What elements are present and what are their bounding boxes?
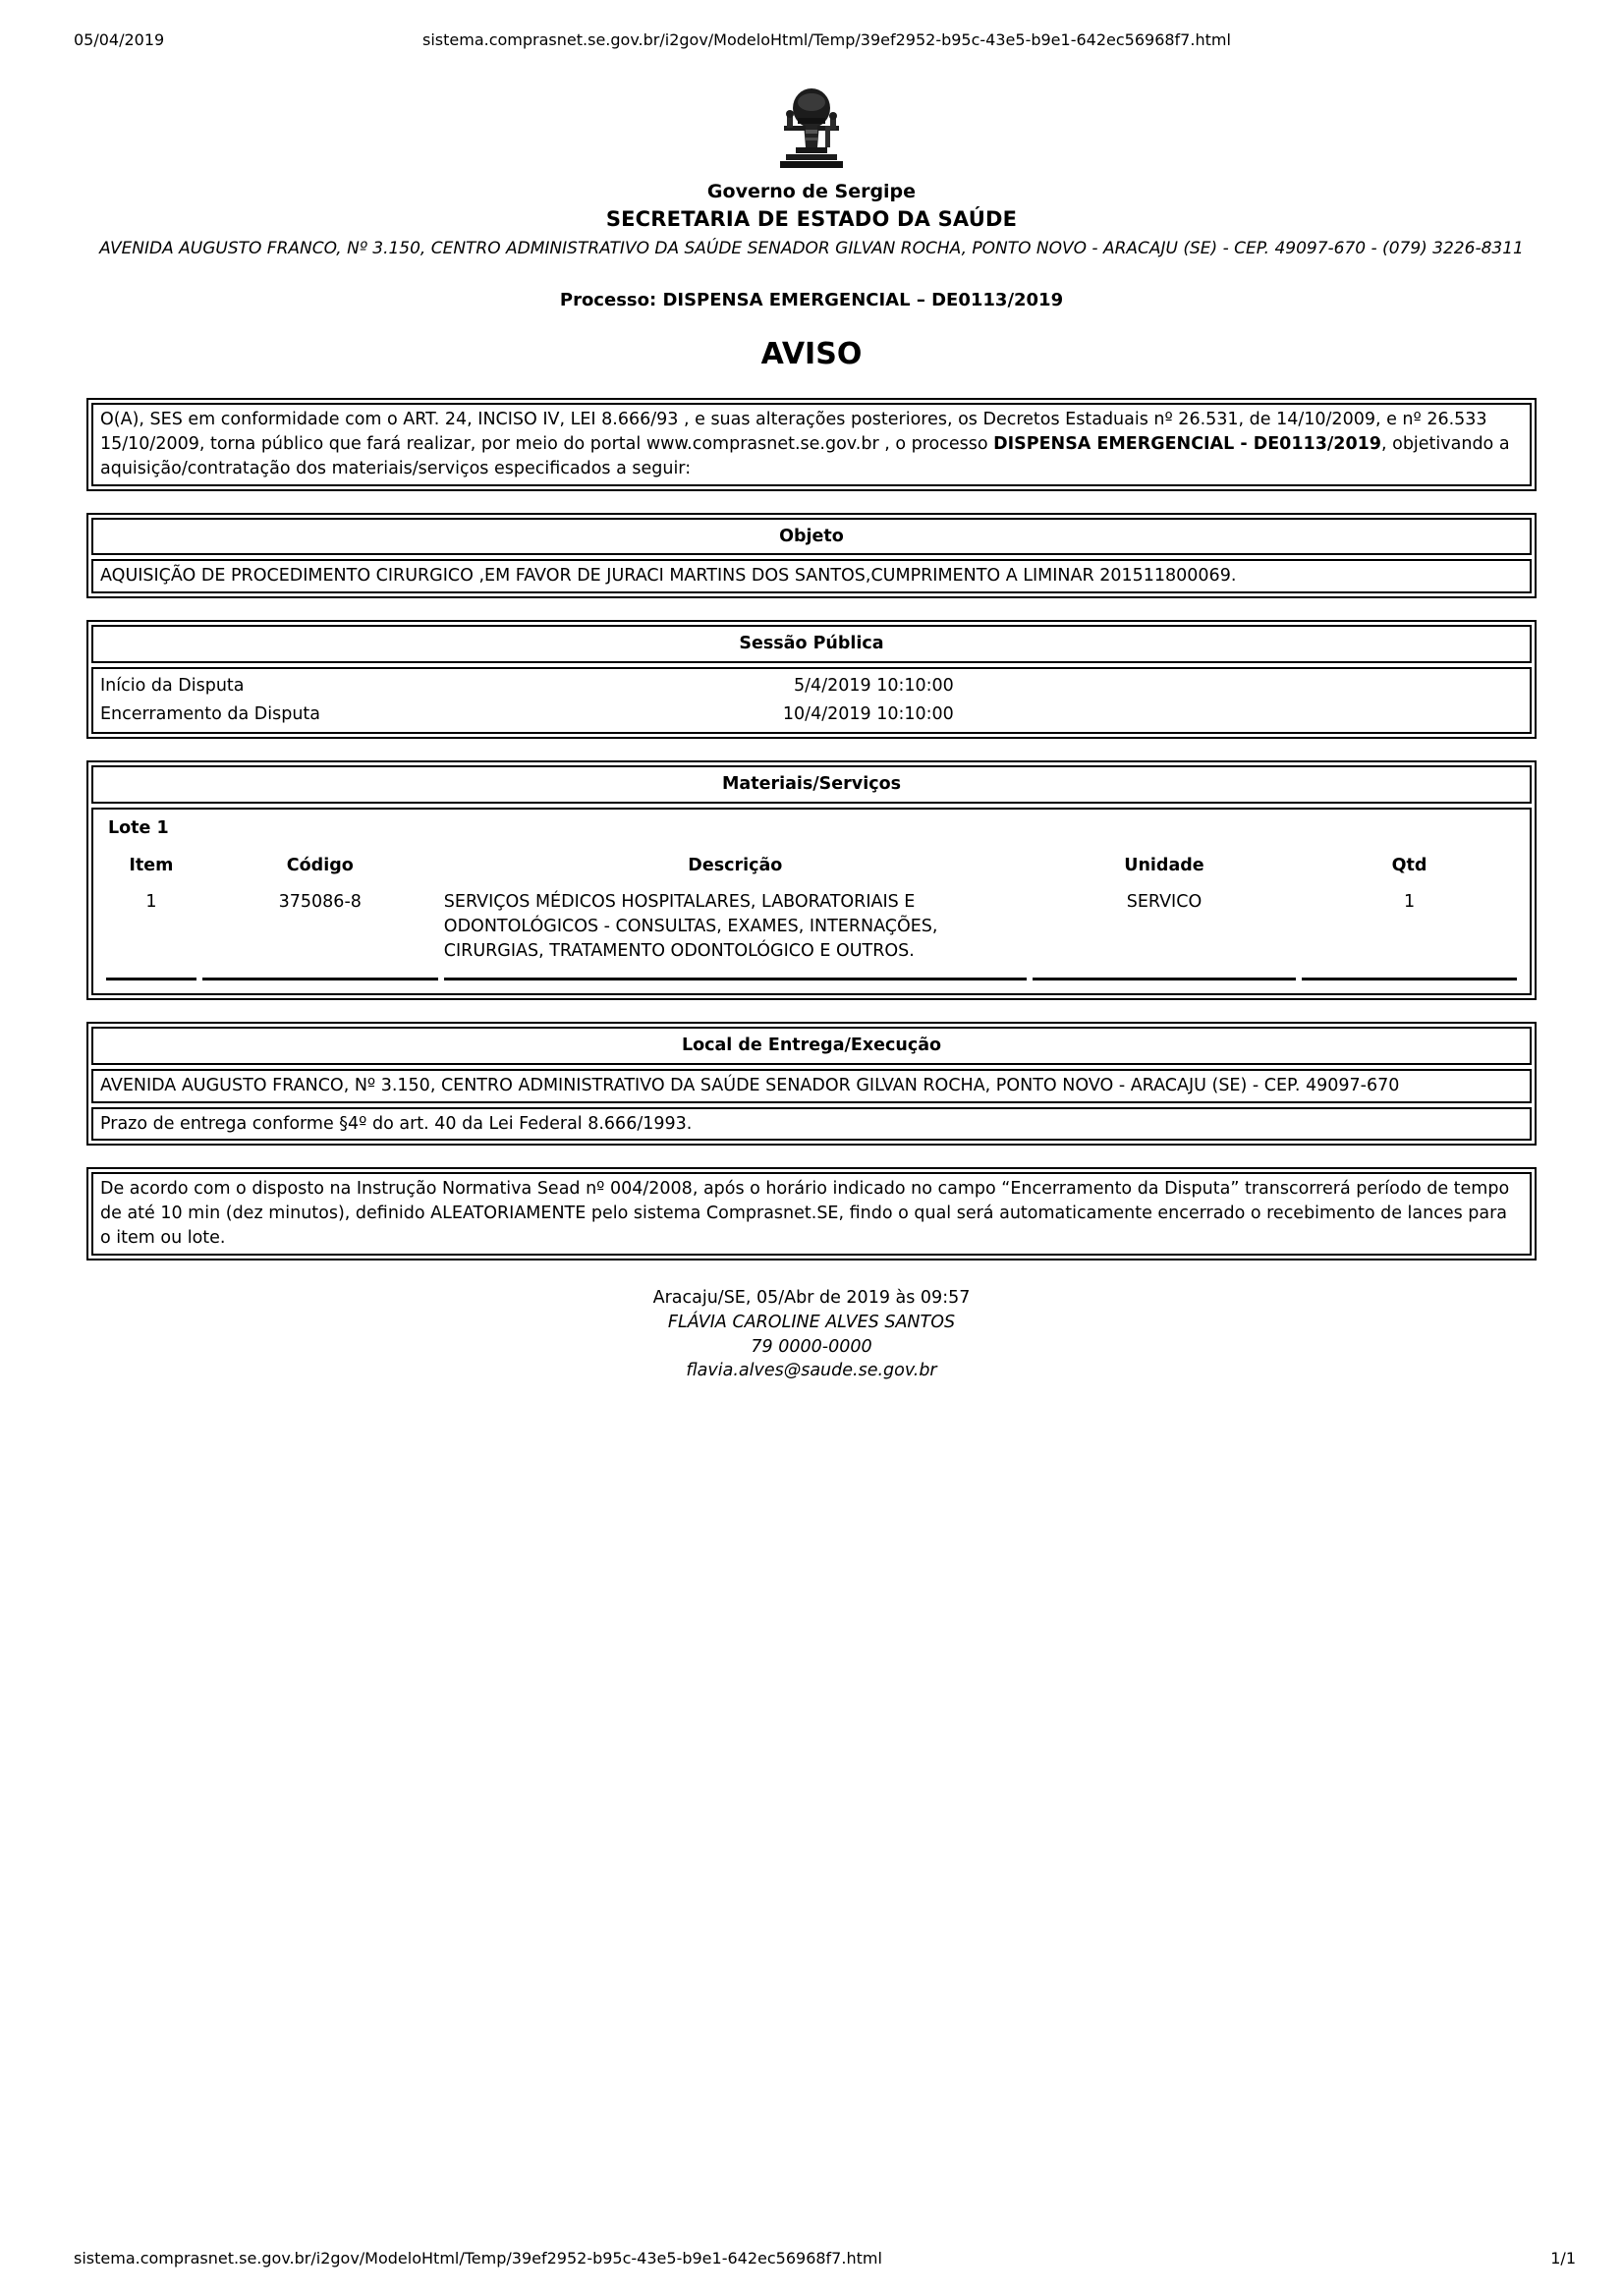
col-header-unidade: Unidade — [1124, 856, 1204, 876]
signature-block — [0, 1286, 1623, 1383]
materiais-section-title: Materiais/Serviços — [91, 765, 1532, 804]
table-row — [106, 890, 1517, 980]
document-title: AVISO — [760, 337, 863, 372]
objeto-text: AQUISIÇÃO DE PROCEDIMENTO CIRURGICO ,EM FAVOR DE JURACI MARTINS DOS SANTOS,CUMPRIMENTO A LIMINAR 201511800069. — [91, 559, 1532, 593]
signature-place-date: Aracaju/SE, 05/Abr de 2019 às 09:57 — [652, 1287, 971, 1308]
objeto-section — [86, 513, 1537, 599]
materiais-header-row — [106, 850, 1517, 890]
materiais-table — [100, 850, 1523, 980]
sessao-row-encerramento — [100, 700, 954, 729]
sessao-content — [91, 667, 1532, 734]
intro-text-after: , objetivando a aquisição/contratação dos materiais/serviços especificados a seguir: — [100, 433, 1510, 478]
secretariat-name: SECRETARIA DE ESTADO DA SAÚDE — [605, 206, 1018, 231]
print-date: 05/04/2019 — [74, 30, 165, 49]
sessao-section-title: Sessão Pública — [91, 625, 1532, 663]
signature-phone: 79 0000-0000 — [751, 1336, 872, 1357]
letterhead-address: AVENIDA AUGUSTO FRANCO, Nº 3.150, CENTRO ADMINISTRATIVO DA SAÚDE SENADOR GILVAN ROCHA, PONTO NOVO - ARACAJU (SE) - CEP. 49097-670 - (079) 3226-8311 — [99, 238, 1524, 258]
sessao-value-encerramento: 10/4/2019 10:10:00 — [782, 703, 954, 724]
col-header-codigo: Código — [286, 856, 354, 876]
local-address: AVENIDA AUGUSTO FRANCO, Nº 3.150, CENTRO ADMINISTRATIVO DA SAÚDE SENADOR GILVAN ROCHA, PONTO NOVO - ARACAJU (SE) - CEP. 49097-670 — [91, 1069, 1532, 1103]
intro-process-bold: DISPENSA EMERGENCIAL - DE0113/2019 — [993, 433, 1381, 454]
sergipe-coat-of-arms-logo — [776, 86, 847, 171]
sessao-label-encerramento: Encerramento da Disputa — [100, 703, 321, 724]
sessao-row-inicio — [100, 672, 954, 700]
objeto-section-title: Objeto — [91, 518, 1532, 556]
prazo-entrega-note: Prazo de entrega conforme §4º do art. 40 da Lei Federal 8.666/1993. — [91, 1107, 1532, 1142]
cell-item: 1 — [106, 890, 196, 980]
sessao-publica-section — [86, 620, 1537, 739]
print-header — [0, 29, 1623, 53]
cell-unidade: SERVICO — [1033, 890, 1296, 980]
print-header-url: sistema.comprasnet.se.gov.br/i2gov/ModeloHtml/Temp/39ef2952-b95c-43e5-b9e1-642ec56968f7.html — [422, 30, 1231, 49]
print-page-number: 1/1 — [1550, 2249, 1576, 2268]
print-footer-url: sistema.comprasnet.se.gov.br/i2gov/ModeloHtml/Temp/39ef2952-b95c-43e5-b9e1-642ec56968f7.html — [74, 2249, 882, 2268]
print-footer — [74, 2248, 1576, 2270]
letterhead — [0, 86, 1623, 260]
cell-qtd: 1 — [1302, 890, 1517, 980]
signature-email: flavia.alves@saude.se.gov.br — [686, 1361, 937, 1381]
intro-text-before: O(A), SES em conformidade com o ART. 24, INCISO IV, LEI 8.666/93 , e suas alterações posteriores, os Decretos Estaduais nº 26.531, de 14/10/2009, e nº 26.533 15/10/2009, torna público que fará realizar, por meio do portal www.comprasnet.se.gov.br , o processo — [100, 410, 1487, 454]
materiais-content — [91, 808, 1532, 995]
encerramento-nota-text: De acordo com o disposto na Instrução Normativa Sead nº 004/2008, após o horário indicado no campo “Encerramento da Disputa” transcorrerá período de tempo de até 10 min (dez minutos), definido ALEATORIAMENTE pelo sistema Comprasnet.SE, findo o qual será automaticamente encerrado o recebimento de lances para o item ou lote. — [91, 1172, 1532, 1256]
signature-name: FLÁVIA CAROLINE ALVES SANTOS — [667, 1312, 956, 1332]
process-line: Processo: DISPENSA EMERGENCIAL – DE0113/2019 — [559, 289, 1064, 310]
intro-paragraph — [91, 403, 1532, 486]
col-header-descricao: Descrição — [688, 856, 783, 876]
sessao-label-inicio: Início da Disputa — [100, 676, 245, 697]
encerramento-nota-section — [86, 1167, 1537, 1260]
lote-label: Lote 1 — [108, 817, 169, 838]
sessao-value-inicio: 5/4/2019 10:10:00 — [794, 676, 954, 697]
local-section-title: Local de Entrega/Execução — [91, 1027, 1532, 1065]
local-entrega-section — [86, 1022, 1537, 1147]
cell-descricao: SERVIÇOS MÉDICOS HOSPITALARES, LABORATORIAIS E ODONTOLÓGICOS - CONSULTAS, EXAMES, INTERNAÇÕES, CIRURGIAS, TRATAMENTO ODONTOLÓGICO E OUTROS. — [444, 890, 1027, 980]
materiais-section — [86, 760, 1537, 1000]
cell-codigo: 375086-8 — [202, 890, 438, 980]
intro-box — [86, 398, 1537, 491]
government-name: Governo de Sergipe — [706, 181, 917, 202]
col-header-item: Item — [129, 856, 174, 876]
col-header-qtd: Qtd — [1391, 856, 1427, 876]
